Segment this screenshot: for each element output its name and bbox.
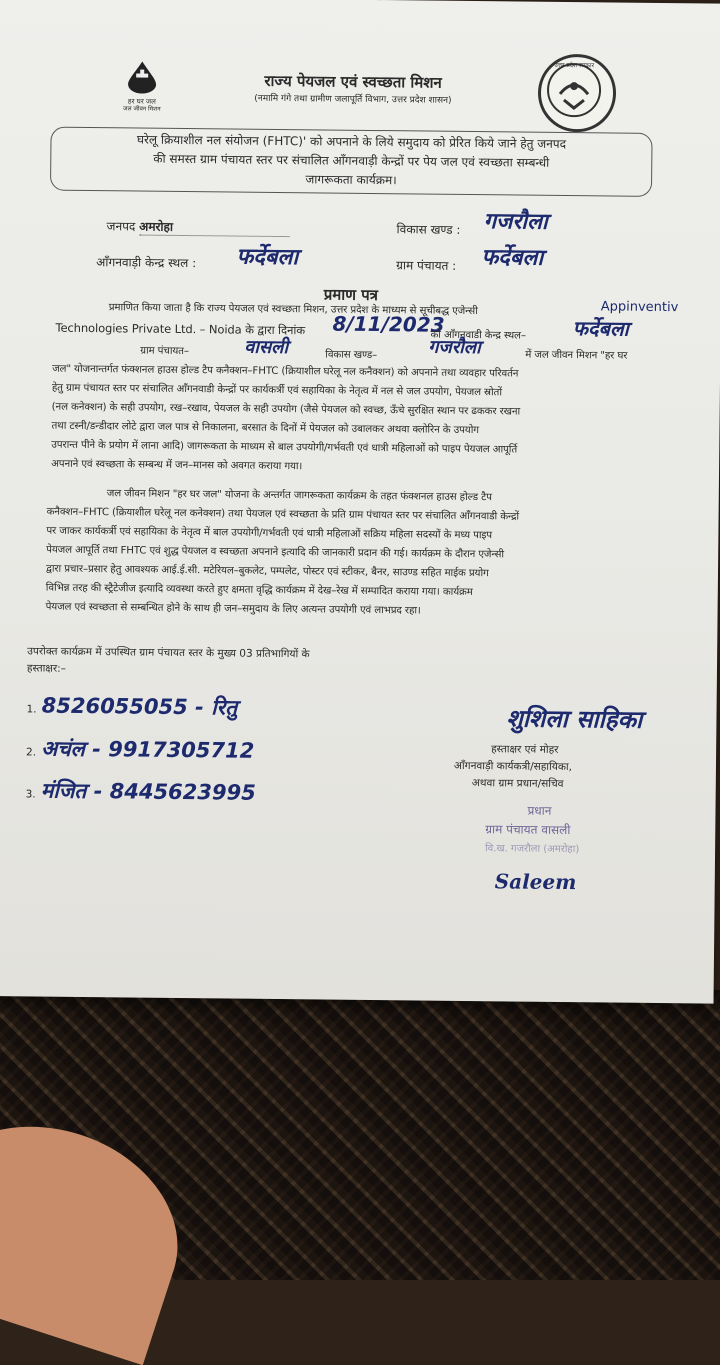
anganwadi-field bbox=[96, 253, 196, 271]
participant-2-signature: अचंल - 9917305712 bbox=[41, 736, 255, 763]
anganwadi-label: आँगनवाड़ी केन्द्र स्थल : bbox=[96, 255, 197, 271]
page-subtitle: (नमामि गंगे तथा ग्रामीण जलापूर्ति विभाग, उत्तर प्रदेश शासन) bbox=[254, 93, 452, 106]
gram-panchayat-value: फर्देबला bbox=[481, 245, 544, 271]
participant-1-signature: 8526055055 - रितु bbox=[41, 693, 238, 720]
page-title: राज्य पेयजल एवं स्वच्छता मिशन bbox=[264, 71, 442, 92]
para2-line3: पर जाकर कार्यकर्त्री एवं सहायिका के नेतृत्व में बाल उपयोगी/गर्भवती एवं धात्री महिलाओं सक्रिय महिला सदस्यों के मध्य पाइप bbox=[46, 525, 493, 542]
program-banner bbox=[50, 127, 653, 197]
para2-line7: पेयजल एवं स्वच्छता से सम्बन्धित होने के साथ ही जन–समुदाय के लिए अत्यन्त उपयोगी एवं लाभप्रद रहा। bbox=[45, 601, 421, 617]
vikas-khand-field bbox=[396, 220, 460, 238]
para2-line5: द्वारा प्रचार–प्रसार हेतु आवश्यक आई.ई.सी. मटेरियल–बुकलेट, पम्पलेट, पोस्टर एवं स्टीकर, बैनर, साउण्ड सहित माईक प्रयोग bbox=[45, 563, 489, 580]
pradhan-stamp bbox=[485, 801, 666, 860]
gram-panchayat-field bbox=[396, 256, 456, 274]
para2-line4: पेयजल आपूर्ति तथा FHTC एवं शुद्ध पेयजल व स्वच्छता अपनाने इत्यादि की जानकारी प्रदान की गई। कार्यक्रम के दौरान एजेन्सी bbox=[46, 544, 505, 561]
stamp-line2: ग्राम पंचायत वासली bbox=[485, 822, 571, 838]
para1-line2b: को आँगनवाडी केन्द्र स्थल– bbox=[430, 329, 526, 342]
signature-caption3: अथवा ग्राम प्रधान/सचिव bbox=[471, 777, 564, 791]
para1-line2: Technologies Private Ltd. – Noida के द्वारा दिनांक bbox=[55, 320, 306, 338]
logo-text-line1: हर घर जल bbox=[127, 97, 156, 106]
participant-3-signature: मंजित - 8445623995 bbox=[40, 778, 256, 805]
para1-line3a: ग्राम पंचायत– bbox=[140, 345, 189, 358]
para1-line1: प्रमाणित किया जाता है कि राज्य पेयजल एवं स्वच्छता मिशन, उत्तर प्रदेश के माध्यम से सूचीबद्ध एजेन्सी bbox=[108, 302, 478, 318]
pradhan-signature: Saleem bbox=[494, 869, 577, 895]
participants-intro-sign: हस्ताक्षर:– bbox=[26, 662, 67, 675]
vikas-khand-inline: गजरौला bbox=[428, 336, 481, 359]
emblem-text: उत्तर प्रदेश सरकार bbox=[554, 61, 595, 70]
signature-caption2: आँगनवाड़ी कार्यकत्री/सहायिका, bbox=[453, 759, 573, 774]
participant-2 bbox=[26, 734, 254, 764]
participant-1 bbox=[26, 691, 237, 721]
janpad-value: अमरोहा bbox=[139, 218, 289, 238]
janpad-label: जनपद bbox=[106, 219, 136, 234]
banner-line3: जागरूकता कार्यक्रम। bbox=[305, 172, 397, 188]
logo-text-line2: जल जीवन मिशन bbox=[123, 105, 161, 113]
para2-line1: जल जीवन मिशन "हर घर जल" योजना के अन्तर्गत जागरूकता कार्यक्रम के तहत फंक्शनल हाउस होल्ड टैप bbox=[106, 488, 492, 504]
agency-name-part1: Appinventiv bbox=[600, 299, 679, 316]
event-date: 8/11/2023 bbox=[332, 311, 445, 337]
signature-caption1: हस्ताक्षर एवं मोहर bbox=[491, 743, 559, 756]
participant-3-number: 3. bbox=[25, 788, 36, 801]
para1-line5: हेतु ग्राम पंचायत स्तर पर संचालित आँगनवाडी केन्द्रों पर कार्यकर्त्री एवं सहायिका के नेतृत्व में नल से जल उपयोग, पेयजल स्रोतों bbox=[51, 382, 502, 399]
janpad-field bbox=[107, 217, 290, 237]
gram-panchayat-inline: वासली bbox=[244, 336, 289, 359]
para1-line3c: में जल जीवन मिशन "हर घर bbox=[525, 349, 628, 362]
participant-3 bbox=[26, 776, 256, 806]
worker-signature: शुशिला साहिका bbox=[506, 704, 643, 734]
para1-line7: तथा टस्नी/डन्डीदार लोटे द्वारा जल पात्र से निकालना, बरसात के दिनों में पेयजल को उबालकर अथवा क्लोरिन के उपयोग bbox=[51, 420, 479, 437]
banner-line1: घरेलू क्रियाशील नल संयोजन (FHTC)' को अपनाने के लिये समुदाय को प्रेरित किये जाने हेतु जनपद bbox=[136, 132, 567, 151]
para1-line4: जल" योजनान्तर्गत फंक्शनल हाउस होल्ड टैप कनैक्शन–FHTC (क्रियाशील घरेलू नल कनैक्शन) को अपनाने तथा व्यवहार परिवर्तन bbox=[52, 363, 519, 380]
para1-line6: (नल कनेक्शन) के सही उपयोग, रख–रखाव, पेयजल के सही उपयोग (जैसे पेयजल को स्वच्छ, ऊँचे सुरक्षित स्थान पर ढककर रखना bbox=[51, 401, 521, 418]
participant-1-number: 1. bbox=[26, 703, 37, 716]
stamp-line3: वि.ख. गजरौला (अमरोहा) bbox=[485, 843, 580, 856]
up-government-emblem bbox=[538, 54, 617, 133]
stamp-line1: प्रधान bbox=[527, 803, 552, 818]
anganwadi-value: फर्देबला bbox=[236, 244, 299, 271]
banner-line2: की समस्त ग्राम पंचायत स्तर पर संचालित आँगनवाड़ी केन्द्रों पर पेय जल एवं स्वच्छता सम्बन्धी bbox=[153, 151, 550, 170]
gram-panchayat-label: ग्राम पंचायत : bbox=[396, 258, 457, 273]
participant-2-number: 2. bbox=[26, 746, 37, 759]
centre-value: फर्देबला bbox=[572, 316, 629, 341]
participants-intro: उपरोक्त कार्यक्रम में उपस्थित ग्राम पंचायत स्तर के मुख्य 03 प्रतिभागियों के bbox=[27, 645, 310, 661]
para1-line9: अपनाने एवं स्वच्छता के सम्बन्ध में जन–मानस को अवगत कराया गया। bbox=[51, 458, 303, 473]
para1-line8: उपरान्त पीने के प्रयोग में लाना आदि) जागरूकता के माध्यम से बाल उपयोगी/गर्भवती एवं धात्री महिलाओं को पाइप पेयजल आपूर्ति bbox=[51, 439, 518, 456]
para2-line2: कनैक्शन–FHTC (क्रियाशील घरेलू नल कनेक्शन) तथा पेयजल एवं स्वच्छता के प्रति ग्राम पंचायत स्तर पर संचालित आँगनवाडी केन्द्रों bbox=[46, 506, 520, 523]
vikas-khand-value: गजरौला bbox=[483, 209, 548, 235]
vikas-khand-label: विकास खण्ड : bbox=[396, 222, 461, 237]
certificate-heading: प्रमाण पत्र bbox=[323, 285, 379, 305]
para1-line3b: विकास खण्ड– bbox=[325, 349, 378, 362]
para2-line6: विभिन्न तरह की स्ट्रैटेजीज इत्यादि व्यवस्था करते हुए क्षमता वृद्धि कार्यक्रम में देख–रेख में सम्पादित कराया गया। कार्यक्रम bbox=[45, 582, 473, 599]
